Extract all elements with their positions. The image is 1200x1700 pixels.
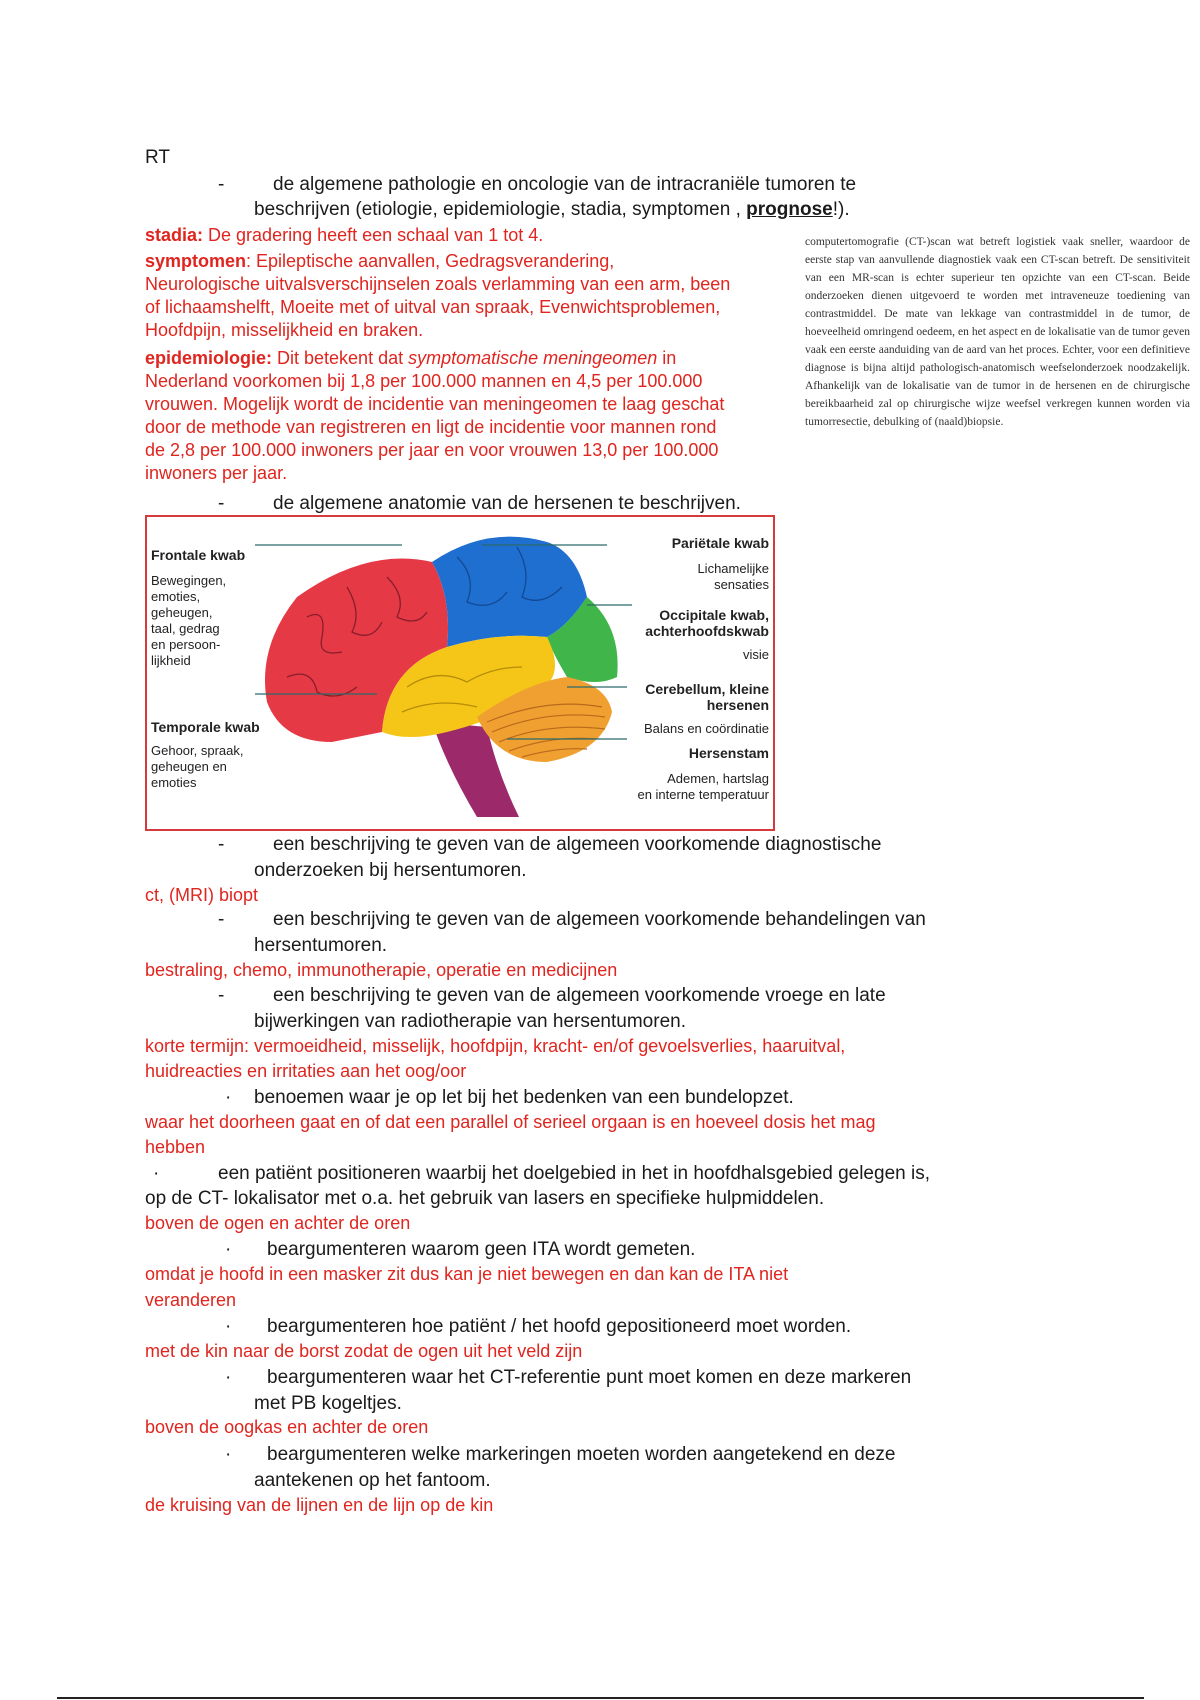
ita-answer-line1: omdat je hoofd in een masker zit dus kan je niet bewegen en dan kan de ITA niet	[145, 1264, 789, 1284]
parietal-desc-2: sensaties	[714, 577, 769, 592]
diagnostics-answer: ct, (MRI) biopt	[145, 885, 259, 905]
bullet-dash: -	[218, 493, 225, 514]
frontal-desc-3: geheugen,	[151, 605, 213, 620]
beam-answer-line2: hebben	[145, 1137, 206, 1157]
objective-1-line1: de algemene pathologie en oncologie van de intracraniële tumoren te	[273, 174, 857, 195]
objective-3-line1: een beschrijving te geven van de algemeen voorkomende diagnostische	[273, 834, 882, 855]
brainstem-title: Hersenstam	[688, 745, 769, 761]
cerebellum-title-1: Cerebellum, kleine	[645, 681, 769, 697]
epidemiologie-line3: vrouwen. Mogelijk wordt de incidentie van meningeomen te laag geschat	[145, 394, 725, 414]
epidemiologie-line6: inwoners per jaar.	[145, 463, 288, 483]
bullet-dash: -	[218, 909, 225, 930]
symptomen-answer: symptomen: Epileptische aanvallen, Gedragsverandering,	[145, 251, 615, 271]
objective-11-line1: beargumenteren welke markeringen moeten worden aangetekend en deze	[267, 1444, 896, 1465]
brainstem-desc-1: Ademen, hartslag	[667, 771, 769, 786]
objective-10-line2: met PB kogeltjes.	[254, 1393, 402, 1414]
symptomen-line3: of lichaamshelft, Moeite met of uitval van spraak, Evenwichtsproblemen,	[145, 297, 721, 317]
occipital-desc: visie	[742, 647, 769, 662]
symptomen-line4: Hoofdpijn, misselijkheid en braken.	[145, 320, 424, 340]
parietal-desc-1: Lichamelijke	[697, 561, 769, 576]
ref-point-answer: boven de oogkas en achter de oren	[145, 1417, 429, 1437]
frontal-desc-5: en persoon-	[151, 637, 221, 652]
cerebellum-desc: Balans en coördinatie	[643, 721, 769, 736]
temporal-desc-3: emoties	[151, 775, 197, 790]
treatments-answer: bestraling, chemo, immunotherapie, operatie en medicijnen	[145, 960, 618, 980]
objective-2-line1: de algemene anatomie van de hersenen te beschrijven.	[273, 493, 741, 514]
beam-answer-line1: waar het doorheen gaat en of dat een parallel of serieel orgaan is en hoeveel dosis het mag	[145, 1112, 876, 1132]
objective-10-line1: beargumenteren waar het CT-referentie punt moet komen en deze markeren	[267, 1367, 912, 1388]
temporal-lobe-title: Temporale kwab	[151, 719, 260, 735]
objective-11-line2: aantekenen op het fantoom.	[254, 1470, 491, 1491]
ita-answer-line2: veranderen	[145, 1290, 237, 1310]
occipital-lobe-title-1: Occipitale kwab,	[659, 607, 769, 623]
objective-8-line1: beargumenteren waarom geen ITA wordt gemeten.	[267, 1239, 696, 1260]
bullet-dot: ·	[225, 1087, 232, 1108]
objective-5-line2: bijwerkingen van radiotherapie van hersentumoren.	[254, 1011, 686, 1032]
bullet-dot: ·	[153, 1163, 160, 1184]
prognose-emphasis: prognose	[746, 199, 833, 220]
objective-5-line1: een beschrijving te geven van de algemeen voorkomende vroege en late	[273, 985, 886, 1006]
symptomen-line2: Neurologische uitvalsverschijnselen zoals verlamming van een arm, been	[145, 274, 731, 294]
footer-rule	[57, 1697, 1144, 1699]
occipital-lobe-title-2: achterhoofdskwab	[645, 623, 769, 639]
head-answer: met de kin naar de borst zodat de ogen uit het veld zijn	[145, 1341, 583, 1361]
temporal-desc-2: geheugen en	[151, 759, 227, 774]
brainstem-desc-2: en interne temperatuur	[637, 787, 769, 802]
markings-answer: de kruising van de lijnen en de lijn op de kin	[145, 1495, 494, 1515]
objective-7-line1: een patiënt positioneren waarbij het doelgebied in het in hoofdhalsgebied gelegen is,	[218, 1163, 930, 1184]
frontal-lobe-title: Frontale kwab	[151, 547, 246, 563]
parietal-lobe-title: Pariëtale kwab	[671, 535, 769, 551]
side-effects-line1: korte termijn: vermoeidheid, misselijk, hoofdpijn, kracht- en/of gevoelsverlies, haaruitval,	[145, 1036, 846, 1056]
objective-3-line2: onderzoeken bij hersentumoren.	[254, 860, 527, 881]
bullet-dash: -	[218, 834, 225, 855]
temporal-desc-1: Gehoor, spraak,	[151, 743, 244, 758]
objective-4-line1: een beschrijving te geven van de algemeen voorkomende behandelingen van	[273, 909, 926, 930]
bullet-dot: ·	[225, 1316, 232, 1337]
page-title: RT	[145, 147, 170, 168]
frontal-desc-1: Bewegingen,	[151, 573, 227, 588]
side-effects-line2: huidreacties en irritaties aan het oog/oor	[145, 1061, 467, 1081]
bullet-dot: ·	[225, 1444, 232, 1465]
objective-1-line2: beschrijven (etiologie, epidemiologie, stadia, symptomen , prognose!).	[254, 199, 850, 220]
article-clipping: computertomografie (CT-)scan wat betreft logistiek vaak sneller, waardoor de eerste stap van aanvullende diagnostiek vaak een CT-scan betreft. De sensitiviteit van een MR-scan is echter superieur ten opzichte van een CT-scan. Beide onderzoeken dienen uitgevoerd te worden met intraveneuze toediening van contrastmiddel. De mate van lekkage van contrastmiddel in de tumor, de hoeveelheid omringend oedeem, en het aspect en de lokalisatie van de tumor geven vaak een eerste aanduiding van de aard van het proces. Echter, voor een definitieve diagnose is bijna altijd pathologisch-anatomisch weefselonderzoek noodzakelijk. Afhankelijk van de lokalisatie van de tumor in de hersenen en de chirurgische bereikbaarheid zal op chirurgische wijze weefsel verkregen kunnen worden via tumorresectie, debulking of (naald)biopsie.	[805, 236, 1190, 428]
brain-diagram	[145, 515, 775, 831]
objective-9-line1: beargumenteren hoe patiënt / het hoofd gepositioneerd moet worden.	[267, 1316, 852, 1337]
stadia-answer: stadia: De gradering heeft een schaal van 1 tot 4.	[145, 225, 544, 245]
frontal-desc-6: lijkheid	[151, 653, 191, 668]
epidemiologie-line2: Nederland voorkomen bij 1,8 per 100.000 mannen en 4,5 per 100.000	[145, 371, 703, 391]
epidemiologie-line4: door de methode van registreren en ligt de incidentie voor mannen rond	[145, 417, 717, 437]
bullet-dash: -	[218, 174, 225, 195]
frontal-desc-2: emoties,	[151, 589, 201, 604]
objective-7-line2: op de CT- lokalisator met o.a. het gebruik van lasers en specifieke hulpmiddelen.	[145, 1188, 825, 1209]
epidemiologie-answer: epidemiologie: Dit betekent dat symptomatische meningeomen in	[145, 348, 677, 368]
frontal-desc-4: taal, gedrag	[151, 621, 220, 636]
objective-4-line2: hersentumoren.	[254, 935, 388, 956]
bullet-dot: ·	[225, 1239, 232, 1260]
bullet-dot: ·	[225, 1367, 232, 1388]
objective-6-line1: benoemen waar je op let bij het bedenken van een bundelopzet.	[254, 1087, 794, 1108]
bullet-dash: -	[218, 985, 225, 1006]
cerebellum-title-2: hersenen	[706, 697, 769, 713]
epidemiologie-line5: de 2,8 per 100.000 inwoners per jaar en voor vrouwen 13,0 per 100.000	[145, 440, 719, 460]
positioning-answer: boven de ogen en achter de oren	[145, 1213, 411, 1233]
